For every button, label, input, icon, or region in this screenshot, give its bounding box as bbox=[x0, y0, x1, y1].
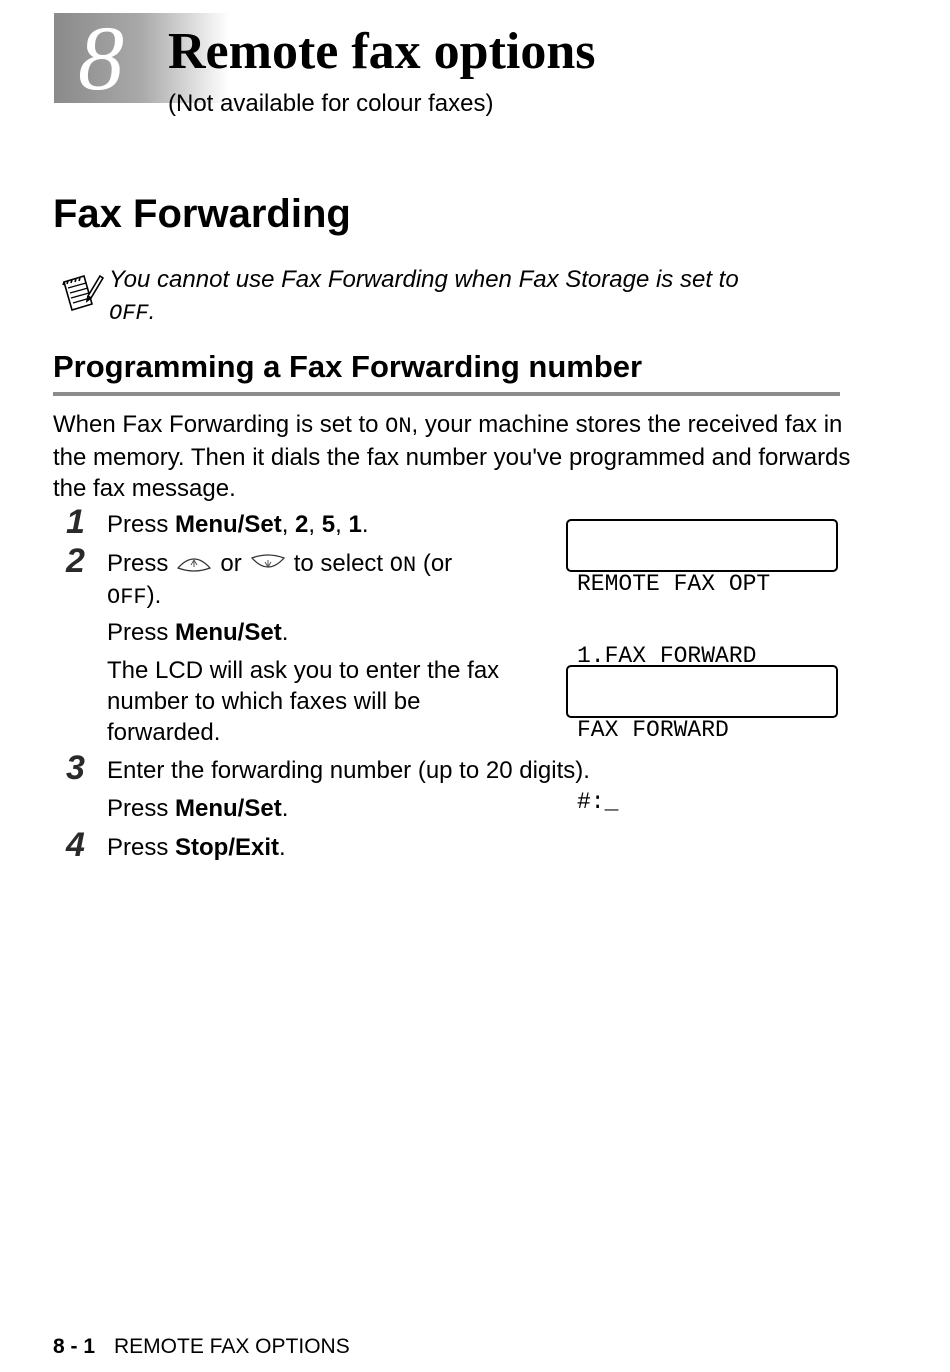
step-4-key-stop-exit: Stop/Exit bbox=[175, 834, 280, 861]
step-3-text: Enter the forwarding number (up to 20 digits). bbox=[107, 757, 590, 784]
footer-page-number: 8 - 1 bbox=[53, 1335, 96, 1358]
step-2-or: or bbox=[220, 550, 242, 577]
intro-paragraph bbox=[53, 409, 853, 504]
lcd-line-1: FAX FORWARD bbox=[577, 717, 729, 743]
step-2-number: 2 bbox=[66, 542, 85, 580]
intro-text-1: When Fax Forwarding is set to bbox=[53, 411, 386, 438]
step-4-press: Press bbox=[107, 834, 176, 861]
note-code-off: OFF bbox=[109, 301, 149, 326]
step-1-number: 1 bbox=[66, 503, 85, 541]
step-2-or-text: (or bbox=[416, 550, 453, 577]
step-3-press: Press bbox=[107, 795, 176, 822]
step-3-end: . bbox=[281, 795, 289, 822]
step-1-end: . bbox=[361, 511, 369, 538]
step-2-press-menu-set bbox=[107, 617, 288, 648]
lcd-panel-fax-forward bbox=[566, 665, 838, 815]
step-1-sep: , bbox=[335, 511, 349, 538]
step-2-line-2 bbox=[107, 580, 161, 613]
step-2-press: Press bbox=[107, 550, 169, 577]
lcd-line-2: #:_ bbox=[577, 789, 619, 815]
up-arrow-key-icon bbox=[176, 552, 212, 574]
down-arrow-key-icon bbox=[250, 552, 286, 574]
step-2-key-menu-set: Menu/Set bbox=[175, 619, 282, 646]
step-2-code-on: ON bbox=[389, 553, 417, 578]
step-1-key-5: 5 bbox=[321, 511, 336, 538]
step-3-press-menu-set bbox=[107, 793, 288, 824]
lcd-line-1: REMOTE FAX OPT bbox=[577, 571, 771, 597]
step-2-line-1 bbox=[107, 548, 452, 581]
intro-code-on: ON bbox=[385, 414, 412, 439]
step-3-key-menu-set: Menu/Set bbox=[175, 795, 282, 822]
step-2-press2: Press bbox=[107, 619, 176, 646]
step-1-sep: , bbox=[281, 511, 296, 538]
step-3-number: 3 bbox=[66, 749, 85, 787]
section-title: Fax Forwarding bbox=[53, 192, 351, 236]
step-4-number: 4 bbox=[66, 826, 85, 864]
lcd-line-2: 1.FAX FORWARD bbox=[577, 643, 757, 669]
step-1-key-2: 2 bbox=[295, 511, 309, 538]
note-text-before: You cannot use Fax Forwarding when Fax Storage is set to bbox=[109, 266, 739, 293]
step-4-text bbox=[107, 832, 286, 863]
lcd-panel-remote-fax-opt bbox=[566, 519, 838, 669]
note-pad-icon bbox=[58, 270, 104, 314]
step-2-code-off: OFF bbox=[107, 585, 147, 610]
step-1-sep: , bbox=[308, 511, 322, 538]
step-2-lcd-prompt: The LCD will ask you to enter the fax number to which faxes will be forwarded. bbox=[107, 657, 500, 746]
subsection-title: Programming a Fax Forwarding number bbox=[53, 349, 643, 384]
step-1-key-1: 1 bbox=[348, 511, 362, 538]
step-1-key-menu-set: Menu/Set bbox=[175, 511, 282, 538]
subsection-divider bbox=[53, 392, 840, 396]
footer-section-name: REMOTE FAX OPTIONS bbox=[114, 1335, 350, 1358]
chapter-title: Remote fax options bbox=[168, 23, 596, 80]
step-2-end2: . bbox=[281, 619, 289, 646]
note-text-after: . bbox=[148, 298, 156, 325]
step-1-press: Press bbox=[107, 511, 176, 538]
step-1-text bbox=[107, 509, 368, 540]
chapter-number: 8 bbox=[78, 7, 124, 109]
step-2-close: ). bbox=[146, 582, 162, 609]
intro-text-2: , your machine stores the received fax in the memory. Then it dials the fax number you've programmed and forwards the fax message. bbox=[53, 411, 851, 502]
note-text bbox=[109, 264, 849, 330]
step-2-select-text: to select bbox=[293, 550, 390, 577]
chapter-subtitle: (Not available for colour faxes) bbox=[168, 90, 494, 117]
step-4-end: . bbox=[279, 834, 286, 861]
